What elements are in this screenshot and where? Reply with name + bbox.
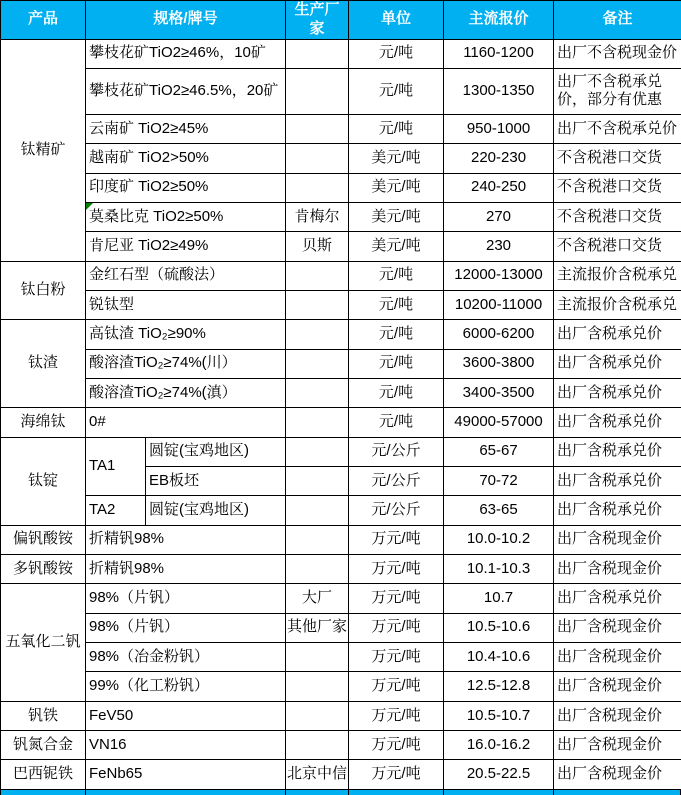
column-header-price[interactable]: 主流报价 — [444, 1, 554, 40]
product-cell[interactable]: 钛精矿 — [1, 39, 86, 261]
product-cell[interactable]: 偏钒酸铵 — [1, 525, 86, 554]
vendor-cell[interactable] — [286, 731, 349, 760]
table-row — [1, 114, 681, 143]
note-cell[interactable]: 主流报价含税承兑 — [554, 290, 681, 319]
price-cell[interactable]: 950-1000 — [444, 114, 554, 143]
price-cell[interactable]: 65-67 — [444, 437, 554, 466]
note-cell[interactable]: 出厂含税现金价 — [554, 701, 681, 730]
note-cell[interactable]: 出厂不含税承兑价，部分有优惠 — [554, 68, 681, 114]
vendor-cell[interactable] — [286, 68, 349, 114]
spec-cell[interactable]: 越南矿 TiO2>50% — [86, 144, 286, 173]
note-cell[interactable]: 不含税港口交货 — [554, 202, 681, 231]
table-row — [1, 525, 681, 554]
unit-cell[interactable]: 万元/吨 — [349, 672, 444, 701]
grade-cell[interactable]: TA1 — [86, 437, 146, 496]
spec-cell[interactable]: FeNb65 — [86, 760, 286, 790]
price-cell[interactable]: 63-65 — [444, 496, 554, 525]
vendor-cell[interactable]: 北京中信 — [286, 760, 349, 790]
price-cell[interactable]: 10.5-10.6 — [444, 613, 554, 642]
vendor-cell[interactable] — [286, 378, 349, 407]
table-row — [1, 760, 681, 790]
note-cell[interactable]: 出厂含税现金价 — [554, 555, 681, 584]
price-cell[interactable]: 3600-3800 — [444, 349, 554, 378]
spec-cell[interactable]: 锐钛型 — [86, 290, 286, 319]
vendor-cell[interactable] — [286, 39, 349, 68]
note-cell[interactable]: 出厂含税承兑价 — [554, 466, 681, 495]
header-row — [1, 1, 681, 40]
price-cell[interactable]: 10.7 — [444, 584, 554, 613]
unit-cell[interactable]: 元/吨 — [349, 290, 444, 319]
unit-cell[interactable]: 元/吨 — [349, 378, 444, 407]
spec-cell[interactable]: 98%（片钒） — [86, 584, 286, 613]
vendor-cell[interactable] — [286, 173, 349, 202]
column-header-spec[interactable]: 规格/牌号 — [86, 1, 286, 40]
table-row — [1, 144, 681, 173]
table-row — [1, 290, 681, 319]
price-cell[interactable]: 10.0-10.2 — [444, 525, 554, 554]
table-row — [1, 349, 681, 378]
note-cell[interactable]: 出厂含税承兑价 — [554, 437, 681, 466]
product-cell[interactable]: 多钒酸铵 — [1, 555, 86, 584]
spec-cell[interactable]: EB板坯 — [146, 466, 286, 495]
unit-cell[interactable]: 元/公斤 — [349, 496, 444, 525]
spec-text: 莫桑比克 TiO2≥50% — [89, 207, 224, 225]
vendor-cell[interactable] — [286, 320, 349, 349]
vendor-cell[interactable] — [286, 643, 349, 672]
table-row — [1, 68, 681, 114]
strip-cell — [85, 790, 285, 795]
column-header-note[interactable]: 备注 — [554, 1, 681, 40]
column-header-product[interactable]: 产品 — [1, 1, 86, 40]
unit-cell[interactable]: 美元/吨 — [349, 232, 444, 261]
price-cell[interactable]: 10.4-10.6 — [444, 643, 554, 672]
spec-cell[interactable] — [86, 202, 286, 231]
unit-cell[interactable]: 元/吨 — [349, 320, 444, 349]
spec-cell[interactable]: 金红石型（硫酸法） — [86, 261, 286, 290]
spec-cell[interactable]: 圆锭(宝鸡地区) — [146, 437, 286, 466]
price-cell[interactable]: 230 — [444, 232, 554, 261]
column-header-manufacturer[interactable]: 生产厂家 — [286, 1, 349, 40]
spec-cell[interactable]: 印度矿 TiO2≥50% — [86, 173, 286, 202]
price-cell[interactable]: 70-72 — [444, 466, 554, 495]
unit-cell[interactable]: 美元/吨 — [349, 202, 444, 231]
product-cell[interactable]: 巴西铌铁 — [1, 760, 86, 790]
spec-cell[interactable]: 肯尼亚 TiO2≥49% — [86, 232, 286, 261]
spec-cell[interactable]: 98%（冶金粉钒） — [86, 643, 286, 672]
next-header-row-partial — [0, 790, 681, 795]
vendor-cell[interactable] — [286, 349, 349, 378]
note-cell[interactable]: 出厂含税现金价 — [554, 731, 681, 760]
unit-cell[interactable]: 万元/吨 — [349, 613, 444, 642]
vendor-cell[interactable] — [286, 466, 349, 495]
table-row — [1, 584, 681, 613]
price-cell[interactable]: 1300-1350 — [444, 68, 554, 114]
vendor-cell[interactable] — [286, 261, 349, 290]
vendor-cell[interactable] — [286, 701, 349, 730]
unit-cell[interactable]: 元/吨 — [349, 39, 444, 68]
vendor-cell[interactable] — [286, 114, 349, 143]
spec-cell[interactable]: 高钛渣 TiO₂≥90% — [86, 320, 286, 349]
vendor-cell[interactable] — [286, 672, 349, 701]
spec-cell[interactable]: VN16 — [86, 731, 286, 760]
note-cell[interactable]: 出厂含税承兑价 — [554, 496, 681, 525]
note-cell[interactable]: 出厂含税承兑价 — [554, 320, 681, 349]
spec-cell[interactable]: 云南矿 TiO2≥45% — [86, 114, 286, 143]
table-row — [1, 320, 681, 349]
price-cell[interactable]: 6000-6200 — [444, 320, 554, 349]
product-cell[interactable]: 五氧化二钒 — [1, 584, 86, 701]
spec-cell[interactable]: 98%（片钒） — [86, 613, 286, 642]
unit-cell[interactable]: 万元/吨 — [349, 643, 444, 672]
unit-cell[interactable]: 万元/吨 — [349, 731, 444, 760]
unit-cell[interactable]: 万元/吨 — [349, 701, 444, 730]
note-cell[interactable]: 主流报价含税承兑 — [554, 261, 681, 290]
price-cell[interactable]: 10.5-10.7 — [444, 701, 554, 730]
unit-cell[interactable]: 万元/吨 — [349, 760, 444, 790]
excel-flag-triangle-icon — [86, 203, 93, 210]
price-cell[interactable]: 240-250 — [444, 173, 554, 202]
note-cell[interactable]: 出厂含税承兑价 — [554, 584, 681, 613]
price-cell[interactable]: 3400-3500 — [444, 378, 554, 407]
note-cell[interactable]: 出厂不含税现金价 — [554, 39, 681, 68]
note-cell[interactable]: 出厂含税现金价 — [554, 525, 681, 554]
table-row — [1, 496, 681, 525]
strip-cell — [285, 790, 348, 795]
table-row — [1, 378, 681, 407]
spec-cell[interactable]: 攀枝花矿TiO2≥46.5%，20矿 — [86, 68, 286, 114]
unit-cell[interactable]: 元/吨 — [349, 349, 444, 378]
note-cell[interactable]: 不含税港口交货 — [554, 232, 681, 261]
price-cell[interactable]: 220-230 — [444, 144, 554, 173]
vendor-cell[interactable] — [286, 555, 349, 584]
vendor-cell[interactable] — [286, 408, 349, 437]
strip-cell — [443, 790, 553, 795]
vendor-cell[interactable] — [286, 496, 349, 525]
product-cell[interactable]: 钒氮合金 — [1, 731, 86, 760]
vendor-cell[interactable]: 其他厂家 — [286, 613, 349, 642]
unit-cell[interactable]: 元/吨 — [349, 68, 444, 114]
note-cell[interactable]: 出厂含税承兑价 — [554, 378, 681, 407]
table-row — [1, 261, 681, 290]
price-cell[interactable]: 10.1-10.3 — [444, 555, 554, 584]
product-cell[interactable]: 钛锭 — [1, 437, 86, 525]
spec-cell[interactable]: 酸溶渣TiO₂≥74%(川） — [86, 349, 286, 378]
vendor-cell[interactable] — [286, 525, 349, 554]
unit-cell[interactable]: 元/公斤 — [349, 466, 444, 495]
spec-cell[interactable]: 酸溶渣TiO₂≥74%(滇） — [86, 378, 286, 407]
table-row — [1, 672, 681, 701]
strip-cell — [553, 790, 681, 795]
price-cell[interactable]: 12000-13000 — [444, 261, 554, 290]
price-cell[interactable]: 16.0-16.2 — [444, 731, 554, 760]
grade-cell[interactable]: TA2 — [86, 496, 146, 525]
price-cell[interactable]: 12.5-12.8 — [444, 672, 554, 701]
table-row — [1, 731, 681, 760]
price-cell[interactable]: 20.5-22.5 — [444, 760, 554, 790]
note-cell[interactable]: 出厂不含税承兑价 — [554, 114, 681, 143]
unit-cell[interactable]: 美元/吨 — [349, 144, 444, 173]
vendor-cell[interactable]: 贝斯 — [286, 232, 349, 261]
unit-cell[interactable]: 万元/吨 — [349, 525, 444, 554]
table-row — [1, 232, 681, 261]
spec-cell[interactable]: 折精钒98% — [86, 555, 286, 584]
product-cell[interactable]: 钒铁 — [1, 701, 86, 730]
table-row — [1, 202, 681, 231]
strip-cell — [0, 790, 85, 795]
table-row — [1, 643, 681, 672]
unit-cell[interactable]: 元/吨 — [349, 408, 444, 437]
note-cell[interactable]: 不含税港口交货 — [554, 144, 681, 173]
note-cell[interactable]: 出厂含税承兑价 — [554, 408, 681, 437]
vendor-cell[interactable] — [286, 144, 349, 173]
vendor-cell[interactable] — [286, 437, 349, 466]
spec-cell[interactable]: 圆锭(宝鸡地区) — [146, 496, 286, 525]
table-row — [1, 437, 681, 466]
table-row — [1, 408, 681, 437]
price-cell[interactable]: 49000-57000 — [444, 408, 554, 437]
vendor-cell[interactable] — [286, 290, 349, 319]
table-row — [1, 555, 681, 584]
table-row — [1, 613, 681, 642]
note-cell[interactable]: 出厂含税现金价 — [554, 760, 681, 790]
unit-cell[interactable]: 万元/吨 — [349, 584, 444, 613]
spec-cell[interactable]: 攀枝花矿TiO2≥46%，10矿 — [86, 39, 286, 68]
price-cell[interactable]: 1160-1200 — [444, 39, 554, 68]
table-row — [1, 173, 681, 202]
vendor-cell[interactable]: 大厂 — [286, 584, 349, 613]
unit-cell[interactable]: 元/公斤 — [349, 437, 444, 466]
note-cell[interactable]: 出厂含税承兑价 — [554, 349, 681, 378]
table-row — [1, 701, 681, 730]
note-cell[interactable]: 出厂含税现金价 — [554, 613, 681, 642]
unit-cell[interactable]: 万元/吨 — [349, 555, 444, 584]
unit-cell[interactable]: 美元/吨 — [349, 173, 444, 202]
table-row — [1, 39, 681, 68]
strip-cell — [348, 790, 443, 795]
note-cell[interactable]: 出厂含税现金价 — [554, 643, 681, 672]
note-cell[interactable]: 出厂含税现金价 — [554, 672, 681, 701]
spec-cell[interactable]: 折精钒98% — [86, 525, 286, 554]
product-cell[interactable]: 钛白粉 — [1, 261, 86, 320]
product-cell[interactable]: 钛渣 — [1, 320, 86, 408]
spec-cell[interactable]: FeV50 — [86, 701, 286, 730]
price-cell[interactable]: 270 — [444, 202, 554, 231]
spec-cell[interactable]: 99%（化工粉钒） — [86, 672, 286, 701]
column-header-unit[interactable]: 单位 — [349, 1, 444, 40]
vendor-cell[interactable]: 肯梅尔 — [286, 202, 349, 231]
note-cell[interactable]: 不含税港口交货 — [554, 173, 681, 202]
product-cell[interactable]: 海绵钛 — [1, 408, 86, 437]
unit-cell[interactable]: 元/吨 — [349, 261, 444, 290]
spec-cell[interactable]: 0# — [86, 408, 286, 437]
unit-cell[interactable]: 元/吨 — [349, 114, 444, 143]
price-cell[interactable]: 10200-11000 — [444, 290, 554, 319]
